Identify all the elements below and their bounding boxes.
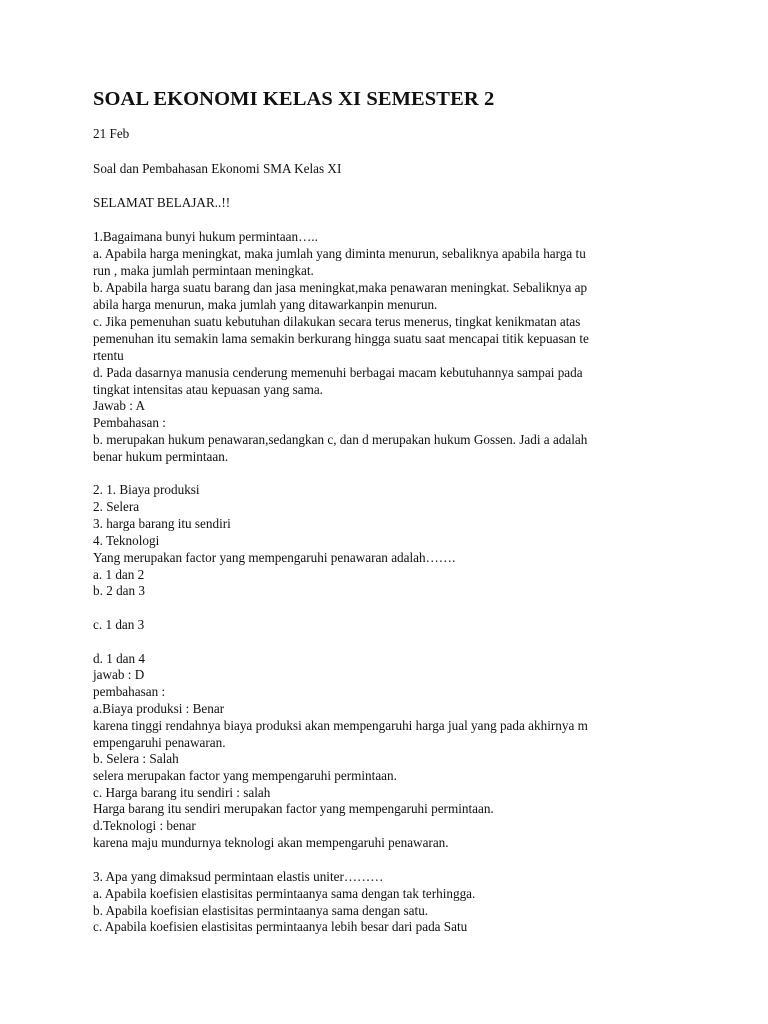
body-line: Yang merupakan factor yang mempengaruhi penawaran adalah……. bbox=[93, 550, 456, 565]
body-line: run , maka jumlah permintaan meningkat. bbox=[93, 263, 314, 278]
body-line: a. 1 dan 2 bbox=[93, 567, 145, 582]
body-line: Harga barang itu sendiri merupakan factor yang mempengaruhi permintaan. bbox=[93, 801, 494, 816]
body-line: benar hukum permintaan. bbox=[93, 449, 229, 464]
body-line: b. 2 dan 3 bbox=[93, 583, 146, 598]
body-line: tingkat intensitas atau kepuasan yang sama. bbox=[93, 382, 323, 397]
body-line: 4. Teknologi bbox=[93, 533, 160, 548]
post-date: 21 Feb bbox=[93, 126, 130, 141]
greeting: SELAMAT BELAJAR..!! bbox=[93, 195, 231, 210]
body-line: karena maju mundurnya teknologi akan mempengaruhi penawaran. bbox=[93, 835, 449, 850]
body-line: c. Apabila koefisien elastisitas permintaanya lebih besar dari pada Satu bbox=[93, 919, 468, 934]
body-line: d. 1 dan 4 bbox=[93, 651, 146, 666]
body-line: abila harga menurun, maka jumlah yang ditawarkanpin menurun. bbox=[93, 297, 438, 312]
body-line: 2. 1. Biaya produksi bbox=[93, 482, 200, 497]
body-line: 3. harga barang itu sendiri bbox=[93, 516, 231, 531]
body-line: b. Selera : Salah bbox=[93, 751, 179, 766]
body-line: c. Jika pemenuhan suatu kebutuhan dilakukan secara terus menerus, tingkat kenikmatan atas bbox=[93, 314, 581, 329]
subtitle: Soal dan Pembahasan Ekonomi SMA Kelas XI bbox=[93, 161, 342, 176]
body-line: 2. Selera bbox=[93, 499, 140, 514]
body-line: b. Apabila harga suatu barang dan jasa meningkat,maka penawaran meningkat. Sebaliknya ap bbox=[93, 280, 588, 295]
body-line: rtentu bbox=[93, 348, 124, 363]
body-line: d. Pada dasarnya manusia cenderung memenuhi berbagai macam kebutuhannya sampai pada bbox=[93, 365, 583, 380]
body-line: b. Apabila koefisian elastisitas permintaanya sama dengan satu. bbox=[93, 903, 429, 918]
body-line: Pembahasan : bbox=[93, 415, 166, 430]
body-line: d.Teknologi : benar bbox=[93, 818, 196, 833]
body-line: empengaruhi penawaran. bbox=[93, 735, 226, 750]
body-line: selera merupakan factor yang mempengaruhi permintaan. bbox=[93, 768, 397, 783]
body-line: c. 1 dan 3 bbox=[93, 617, 145, 632]
body-line: 1.Bagaimana bunyi hukum permintaan….. bbox=[93, 229, 318, 244]
body-line: pemenuhan itu semakin lama semakin berkurang hingga suatu saat mencapai titik kepuasan te bbox=[93, 331, 589, 346]
body-line: jawab : D bbox=[93, 667, 145, 682]
body-line: c. Harga barang itu sendiri : salah bbox=[93, 785, 271, 800]
body-line: 3. Apa yang dimaksud permintaan elastis uniter……… bbox=[93, 869, 384, 884]
body-line: a.Biaya produksi : Benar bbox=[93, 701, 225, 716]
body-line: pembahasan : bbox=[93, 684, 166, 699]
body-line: a. Apabila harga meningkat, maka jumlah yang diminta menurun, sebaliknya apabila harga tu bbox=[93, 246, 586, 261]
body-line: karena tinggi rendahnya biaya produksi akan mempengaruhi harga jual yang pada akhirnya m bbox=[93, 718, 588, 733]
page-title: SOAL EKONOMI KELAS XI SEMESTER 2 bbox=[93, 88, 495, 110]
body-line: b. merupakan hukum penawaran,sedangkan c, dan d merupakan hukum Gossen. Jadi a adalah bbox=[93, 432, 588, 447]
body-line: a. Apabila koefisien elastisitas permintaanya sama dengan tak terhingga. bbox=[93, 886, 476, 901]
body-line: Jawab : A bbox=[93, 398, 146, 413]
